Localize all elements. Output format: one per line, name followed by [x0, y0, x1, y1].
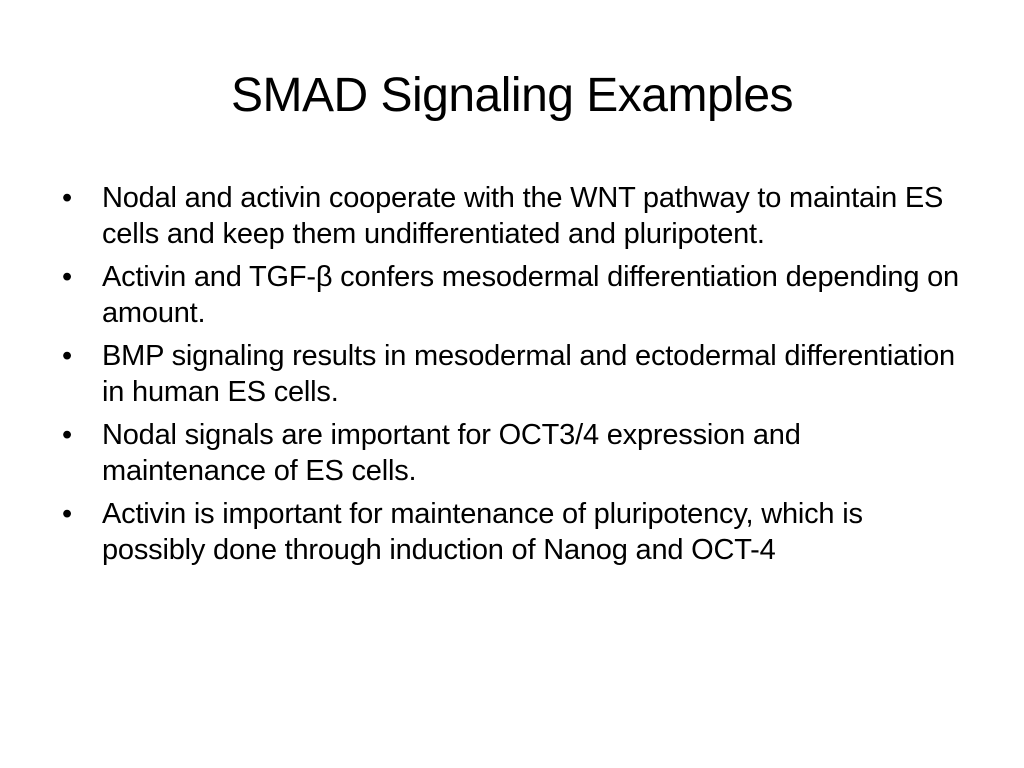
bullet-dot-icon: • — [62, 261, 72, 293]
bullet-item — [60, 417, 972, 489]
bullet-dot-icon: • — [62, 340, 72, 372]
bullet-item — [60, 496, 972, 568]
bullet-list — [60, 180, 972, 575]
bullet-text: Activin and TGF-β confers mesodermal differentiation depending on amount. — [102, 261, 959, 329]
bullet-item — [60, 338, 972, 410]
bullet-dot-icon: • — [62, 498, 72, 530]
bullet-item — [60, 259, 972, 331]
bullet-dot-icon: • — [62, 182, 72, 214]
bullet-dot-icon: • — [62, 419, 72, 451]
bullet-text: Nodal and activin cooperate with the WNT pathway to maintain ES cells and keep them undifferentiated and pluripotent. — [102, 182, 944, 250]
bullet-text: Nodal signals are important for OCT3/4 expression and maintenance of ES cells. — [102, 419, 801, 487]
bullet-text: Activin is important for maintenance of pluripotency, which is possibly done through induction of Nanog and OCT-4 — [102, 498, 863, 566]
slide-title: SMAD Signaling Examples — [230, 69, 794, 122]
bullet-text: BMP signaling results in mesodermal and ectodermal differentiation in human ES cells. — [102, 340, 955, 408]
bullet-item — [60, 180, 972, 252]
